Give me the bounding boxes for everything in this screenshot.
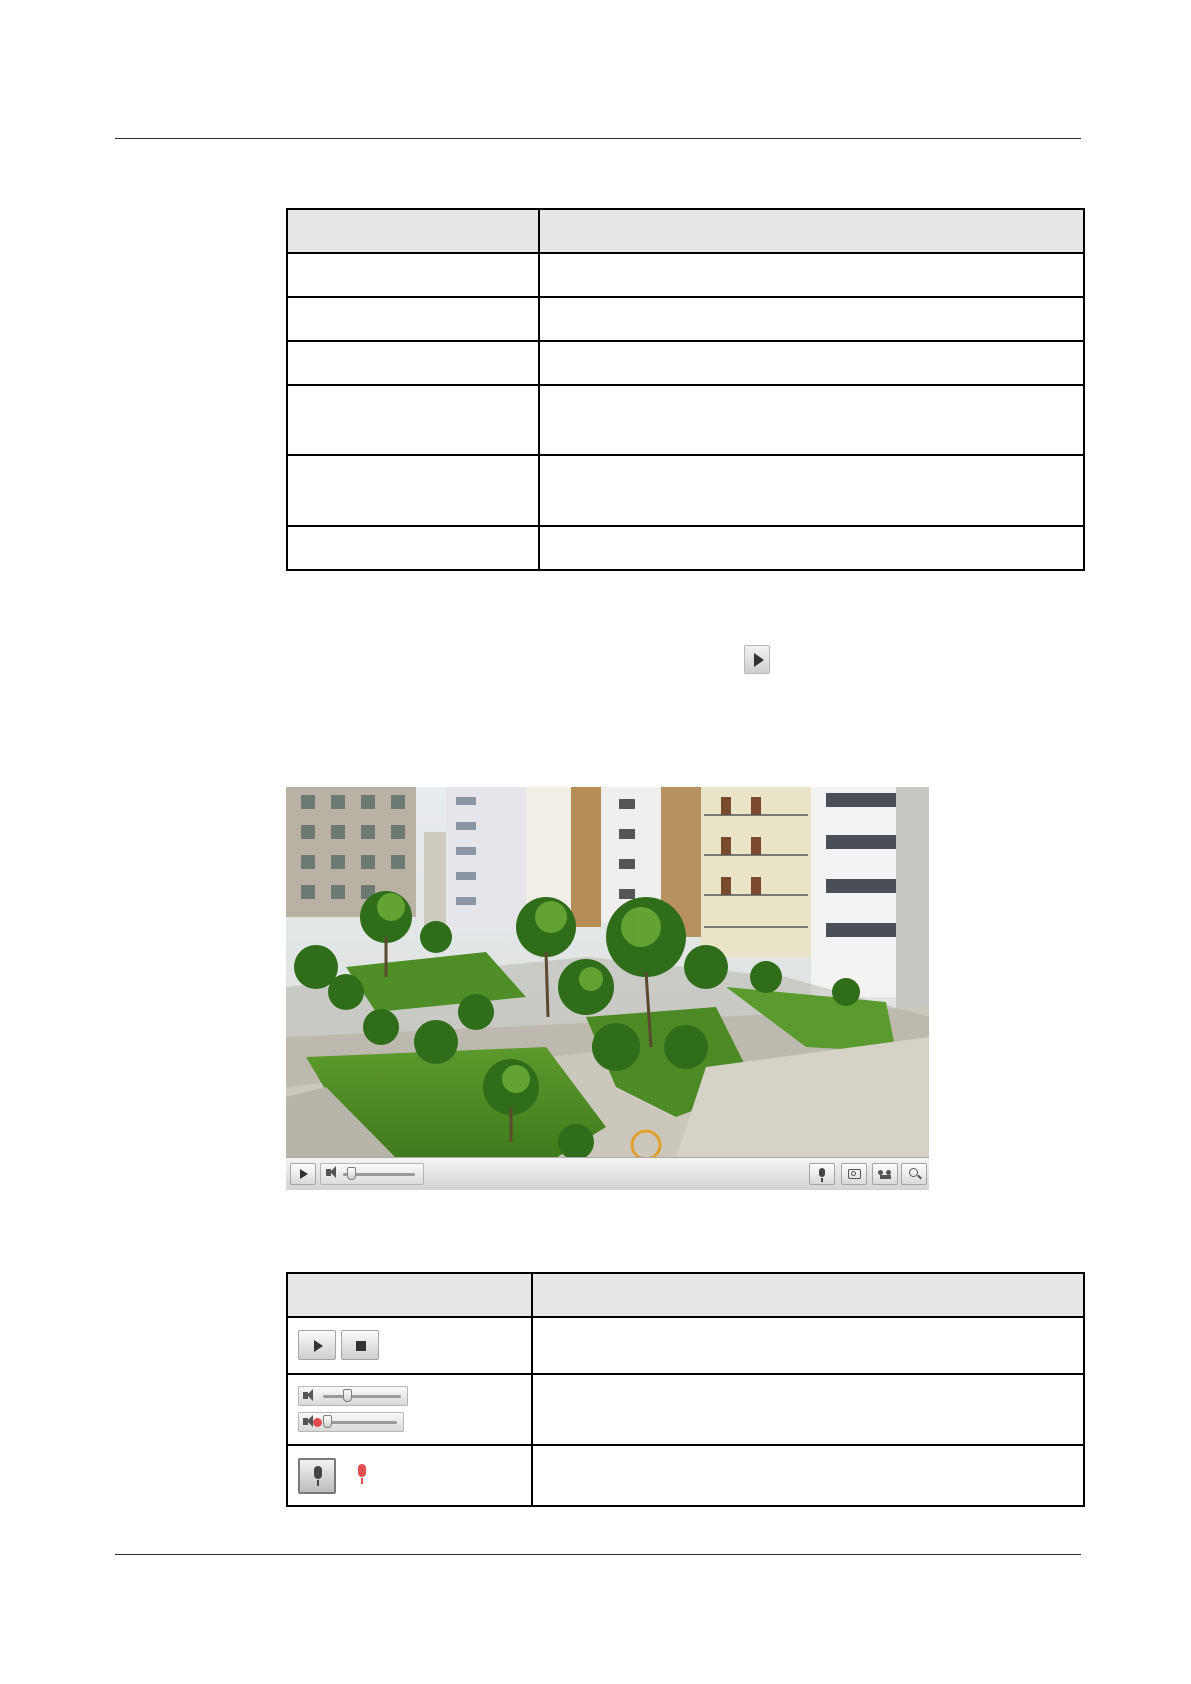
stop-icon xyxy=(356,1341,366,1351)
play-button[interactable] xyxy=(290,1163,316,1185)
table-row xyxy=(287,455,1084,526)
zoom-icon xyxy=(909,1168,918,1177)
table-cell xyxy=(287,455,539,526)
volume-slider-track xyxy=(323,1395,401,1398)
table-cell xyxy=(287,297,539,341)
table-icon-cell xyxy=(287,1374,532,1445)
muted-speaker-icon xyxy=(303,1418,308,1425)
video-toolbar xyxy=(286,1157,929,1190)
table-cell xyxy=(539,297,1084,341)
table-row xyxy=(287,297,1084,341)
snapshot-camera-icon xyxy=(848,1169,861,1179)
talk-button[interactable] xyxy=(809,1163,835,1185)
table-header-cell xyxy=(287,209,539,253)
table-cell xyxy=(287,385,539,455)
table-cell xyxy=(532,1374,1084,1445)
volume-slider-knob xyxy=(323,1415,332,1428)
courtyard-video-frame xyxy=(286,787,929,1158)
stop-button xyxy=(341,1330,379,1360)
table-header-cell xyxy=(287,1273,532,1317)
table-row xyxy=(287,341,1084,385)
table-cell xyxy=(539,341,1084,385)
microphone-icon xyxy=(819,1168,825,1177)
table-row xyxy=(287,1445,1084,1506)
table-header-row xyxy=(287,1273,1084,1317)
table-header-cell xyxy=(532,1273,1084,1317)
table-row xyxy=(287,526,1084,570)
table-cell xyxy=(539,526,1084,570)
microphone-red-icon xyxy=(358,1464,366,1477)
table-2 xyxy=(286,1272,1085,1507)
live-video-panel[interactable] xyxy=(286,787,929,1190)
table-row xyxy=(287,1374,1084,1445)
table-cell xyxy=(287,253,539,297)
mute-indicator-icon xyxy=(313,1418,322,1427)
speaker-icon xyxy=(326,1169,331,1176)
table-row xyxy=(287,253,1084,297)
table-cell xyxy=(539,253,1084,297)
inline-play-button-icon xyxy=(744,645,770,674)
record-icon xyxy=(878,1170,893,1179)
volume-slider-track xyxy=(323,1421,397,1424)
table-row xyxy=(287,385,1084,455)
table-cell xyxy=(539,455,1084,526)
zoom-button[interactable] xyxy=(901,1163,927,1185)
volume-slider-knob[interactable] xyxy=(347,1167,356,1180)
table-icon-cell xyxy=(287,1445,532,1506)
play-icon xyxy=(754,653,764,667)
header-rule xyxy=(115,138,1081,139)
play-icon xyxy=(314,1340,323,1352)
table-cell xyxy=(287,526,539,570)
table-row xyxy=(287,1317,1084,1374)
speaker-icon xyxy=(303,1392,308,1399)
table-cell xyxy=(287,341,539,385)
microphone-icon xyxy=(314,1466,322,1479)
table-cell xyxy=(532,1317,1084,1374)
play-button xyxy=(298,1330,336,1360)
footer-rule xyxy=(115,1554,1081,1555)
record-button[interactable] xyxy=(872,1163,898,1185)
play-icon xyxy=(300,1169,308,1179)
table-1 xyxy=(286,208,1085,571)
snapshot-button[interactable] xyxy=(841,1163,867,1185)
microphone-button xyxy=(298,1458,336,1494)
table-header-row xyxy=(287,209,1084,253)
table-icon-cell xyxy=(287,1317,532,1374)
table-cell xyxy=(532,1445,1084,1506)
volume-control[interactable] xyxy=(320,1163,424,1185)
table-header-cell xyxy=(539,209,1084,253)
volume-slider xyxy=(298,1386,408,1406)
muted-volume-slider xyxy=(298,1412,404,1432)
microphone-active-button xyxy=(344,1458,382,1494)
volume-slider-knob xyxy=(343,1389,352,1402)
table-cell xyxy=(539,385,1084,455)
